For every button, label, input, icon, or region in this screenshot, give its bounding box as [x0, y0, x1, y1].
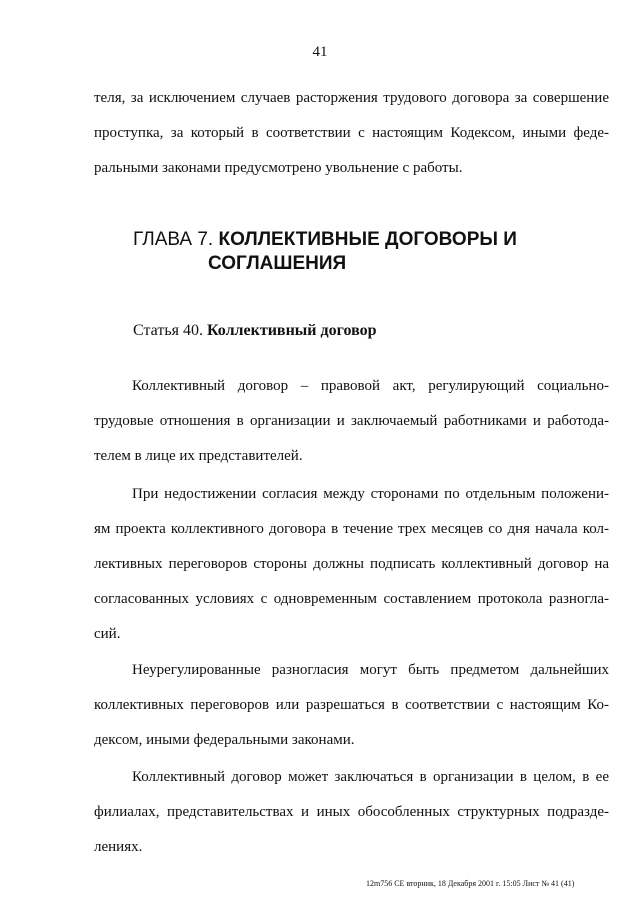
paragraph-line: лениях.: [94, 839, 143, 855]
intro-paragraph: [94, 81, 609, 186]
paragraph-line: коллективных переговоров или разрешаться в соответствии с настоящим Ко-: [94, 697, 609, 713]
body-paragraph: [94, 477, 609, 652]
paragraph-line: сий.: [94, 626, 121, 642]
body-paragraph: [94, 369, 609, 474]
article-number: Статья 40.: [133, 322, 203, 339]
paragraph-line: филиалах, представительствах и иных обособленных структурных подразде-: [94, 804, 609, 820]
paragraph-line: проступка, за который в соответствии с настоящим Кодексом, иными феде-: [94, 125, 609, 141]
body-paragraph: [94, 760, 609, 865]
page-number: 41: [312, 44, 328, 60]
paragraph-line: Неурегулированные разногласия могут быть предметом дальнейших: [132, 662, 609, 678]
paragraph-line: дексом, иными федеральными законами.: [94, 732, 355, 748]
paragraph-line: Коллективный договор может заключаться в организации в целом, в ее: [132, 769, 609, 785]
paragraph-line: ям проекта коллективного договора в течение трех месяцев со дня начала кол-: [94, 521, 609, 537]
chapter-title-line: СОГЛАШЕНИЯ: [208, 253, 347, 274]
article-heading: [133, 322, 377, 340]
paragraph-line: Коллективный договор – правовой акт, регулирующий социально-: [132, 378, 609, 394]
body-paragraph: [94, 653, 609, 758]
paragraph-line: теля, за исключением случаев расторжения трудового договора за совершение: [94, 90, 609, 106]
print-footer: 12m756 CE вторник, 18 Декабря 2001 г. 15:05 Лист № 41 (41): [366, 879, 575, 888]
paragraph-line: телем в лице их представителей.: [94, 448, 303, 464]
article-title: Коллективный договор: [206, 322, 377, 339]
paragraph-line: трудовые отношения в организации и заключаемый работниками и работода-: [94, 413, 609, 429]
paragraph-line: ральными законами предусмотрено увольнение с работы.: [94, 160, 463, 176]
paragraph-line: лективных переговоров стороны должны подписать коллективный договор на: [94, 556, 609, 572]
chapter-number: ГЛАВА 7.: [133, 229, 214, 250]
chapter-title-line: КОЛЛЕКТИВНЫЕ ДОГОВОРЫ И: [218, 229, 517, 250]
chapter-heading: [133, 228, 517, 276]
paragraph-line: согласованных условиях с одновременным составлением протокола разногла-: [94, 591, 609, 607]
paragraph-line: При недостижении согласия между сторонами по отдельным положени-: [132, 486, 609, 502]
